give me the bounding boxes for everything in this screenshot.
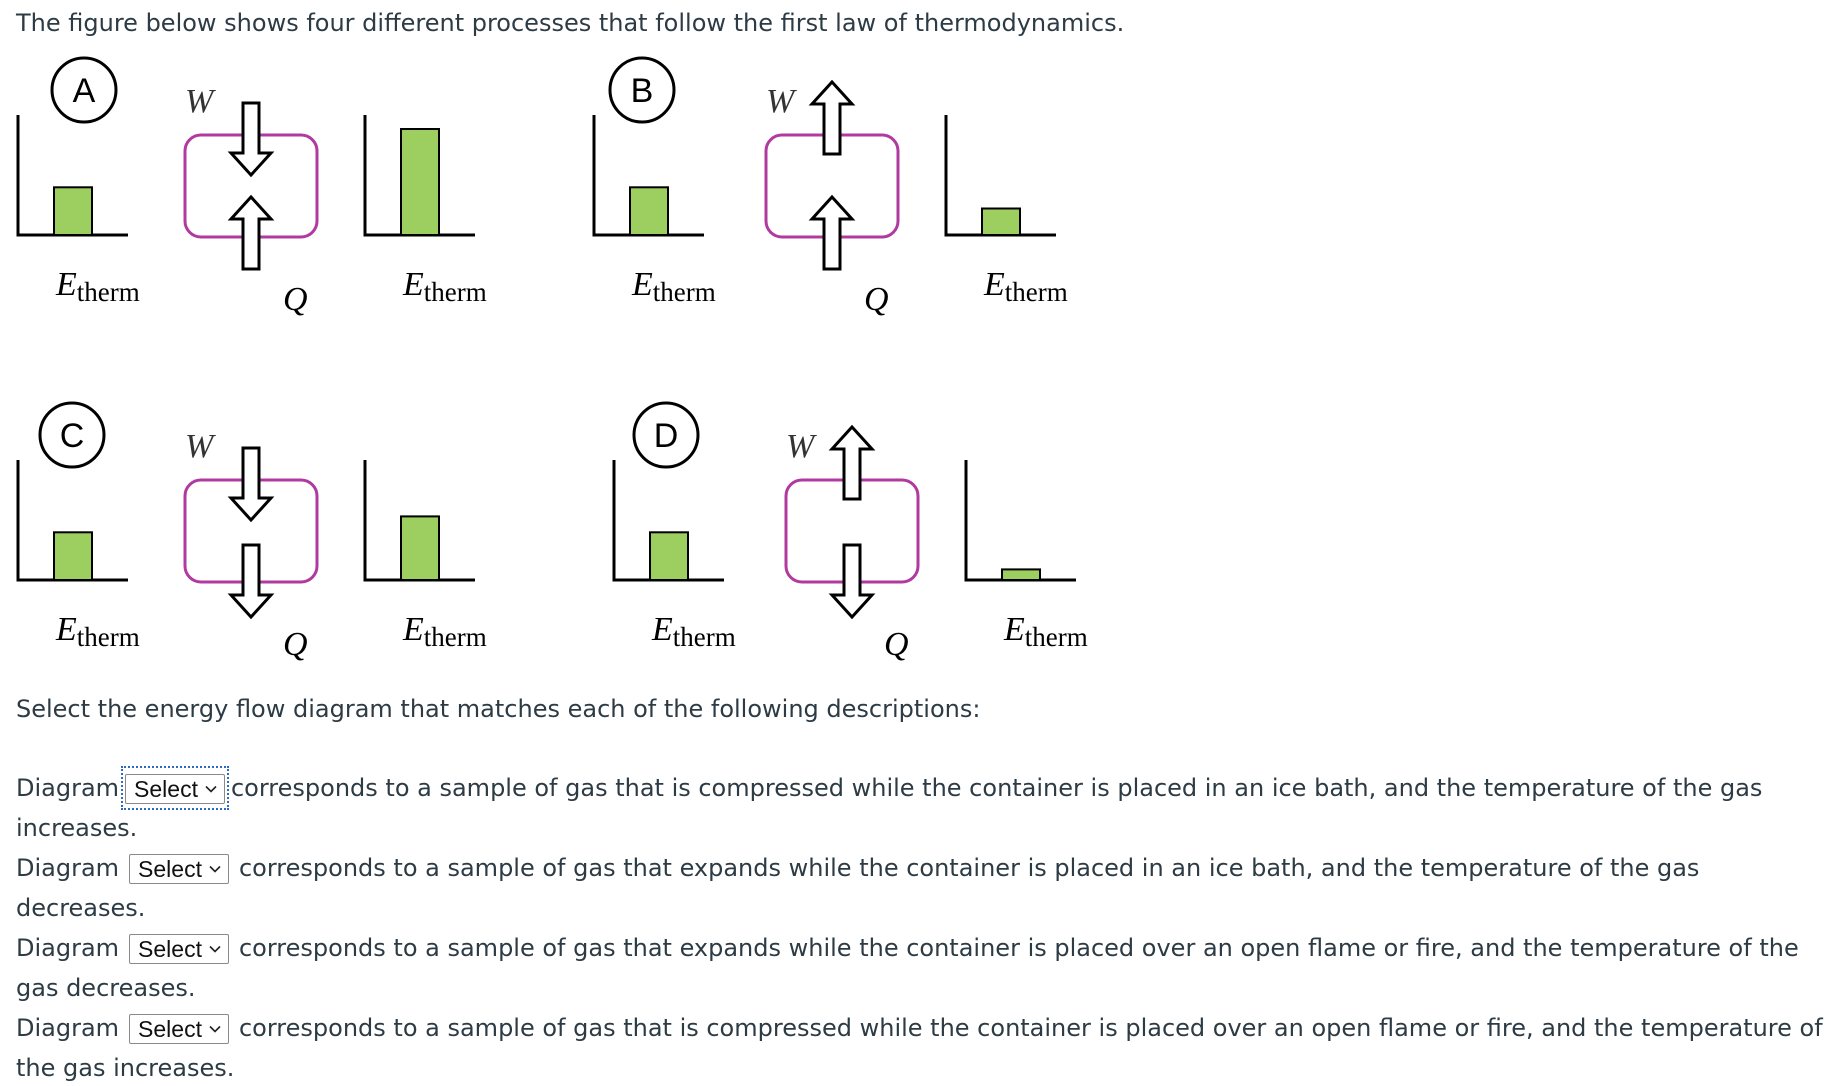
final-energy-bar [401,129,439,235]
diagram-panel-c [18,403,487,663]
question-text: corresponds to a sample of gas that is compressed while the container is placed over an open flame or fire, and the temperature of the gas increases. [16,1014,1823,1082]
question-1 [16,766,1836,846]
work-arrow-in [231,103,271,175]
work-label: W [185,428,214,465]
diagram-select-2[interactable] [129,854,229,884]
etherm-label: Etherm [652,611,736,652]
question-lead: Diagram [16,774,120,802]
select-value: Select [138,856,202,882]
question-lead: Diagram [16,854,120,882]
heat-label: Q [884,626,909,663]
question-text: corresponds to a sample of gas that is compressed while the container is placed in an ice bath, and the temperature of the gas increases. [16,774,1763,842]
question-lead: Diagram [16,1014,120,1042]
chevron-down-icon [208,862,222,876]
chevron-down-icon [204,782,218,796]
select-value: Select [138,1016,202,1042]
final-energy-bar [1002,569,1040,580]
work-label: W [786,428,815,465]
question-text: corresponds to a sample of gas that expands while the container is placed over an open flame or fire, and the temperature of the gas decreases. [16,934,1799,1002]
final-energy-bar [982,209,1020,236]
heat-arrow-in [812,197,852,269]
work-arrow-out [812,82,852,154]
prompt-text: Select the energy flow diagram that matches each of the following descriptions: [16,695,981,723]
initial-energy-bar [54,532,92,580]
initial-energy-bar [650,532,688,580]
select-wrapper [125,846,233,890]
select-wrapper-focused [121,766,229,810]
etherm-label: Etherm [403,266,487,307]
questions-list [16,766,1836,1086]
diagram-id-label: C [59,417,85,455]
work-label: W [185,83,214,120]
final-energy-bar [401,516,439,580]
etherm-label: Etherm [56,611,140,652]
intro-text: The figure below shows four different processes that follow the first law of thermodynamics. [16,9,1125,37]
diagram-id-label: A [72,72,96,110]
work-arrow-in [231,448,271,520]
etherm-label: Etherm [1004,611,1088,652]
etherm-label: Etherm [984,266,1068,307]
diagram-panel-a [18,58,487,318]
work-arrow-out [832,427,872,499]
etherm-label: Etherm [403,611,487,652]
diagram-id-label: D [653,417,679,455]
energy-axis [966,460,1076,580]
heat-label: Q [283,626,308,663]
question-text: corresponds to a sample of gas that expands while the container is placed in an ice bath, and the temperature of the gas decreases. [16,854,1700,922]
select-value: Select [138,936,202,962]
etherm-label: Etherm [632,266,716,307]
diagram-select-4[interactable] [129,1014,229,1044]
question-3 [16,926,1836,1006]
initial-energy-bar [54,187,92,235]
work-label: W [766,83,795,120]
etherm-label: Etherm [56,266,140,307]
question-2 [16,846,1836,926]
diagram-panel-d [614,403,1088,663]
chevron-down-icon [208,942,222,956]
select-value: Select [134,776,198,802]
heat-label: Q [283,281,308,318]
diagram-panel-b [594,58,1068,318]
heat-label: Q [864,281,889,318]
select-wrapper [125,1006,233,1050]
diagram-select-3[interactable] [129,934,229,964]
heat-arrow-in [231,197,271,269]
initial-energy-bar [630,187,668,235]
select-wrapper [125,926,233,970]
question-lead: Diagram [16,934,120,962]
diagram-select-1[interactable] [125,774,225,804]
diagram-id-label: B [630,72,654,110]
question-4 [16,1006,1836,1086]
chevron-down-icon [208,1022,222,1036]
